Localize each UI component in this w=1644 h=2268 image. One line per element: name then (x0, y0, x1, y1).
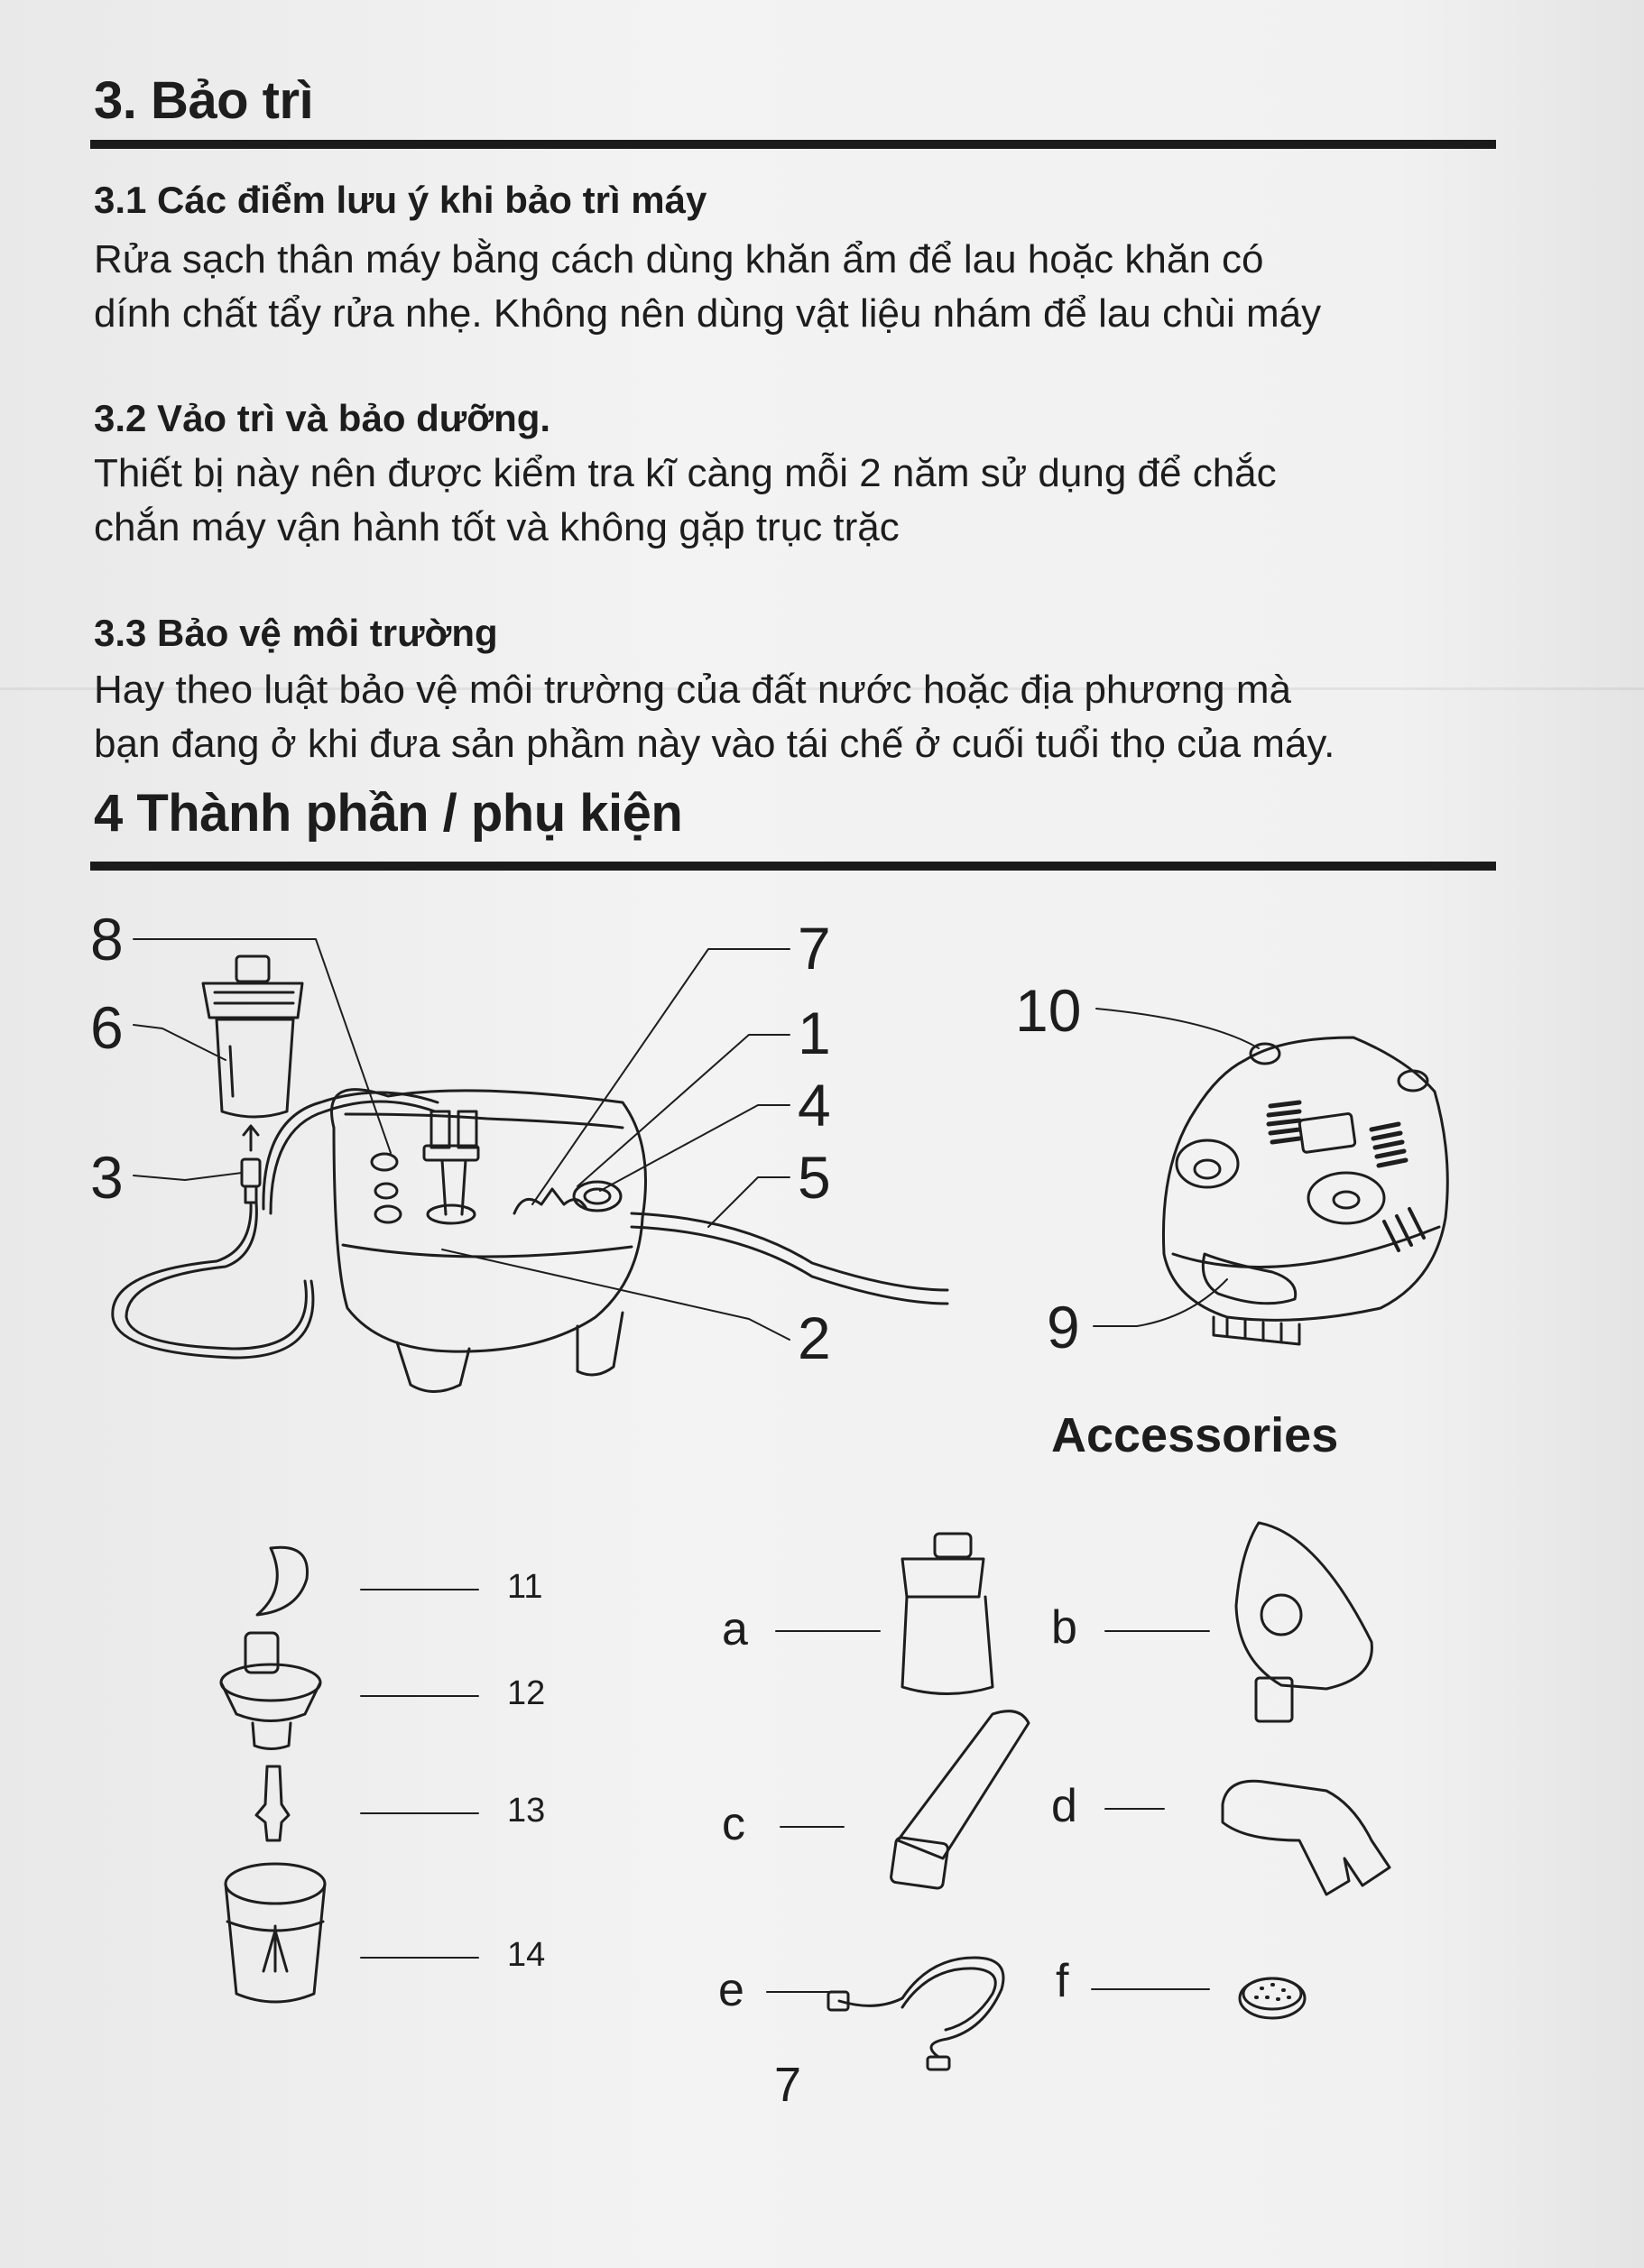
accessory-letter-f: f (1056, 1955, 1069, 2007)
subsection-3-1-title: 3.1 Các điểm lưu ý khi bảo trì máy (94, 179, 707, 221)
diagram-label-6: 6 (90, 994, 124, 1061)
accessory-letter-b: b (1051, 1601, 1077, 1654)
section-4-heading: 4 Thành phần / phụ kiện (94, 784, 683, 843)
diagram-label-10: 10 (1015, 977, 1082, 1044)
part-number-13: 13 (507, 1792, 546, 1830)
subsection-3-1-line-2: dính chất tẩy rửa nhẹ. Không nên dùng vật liệu nhám để lau chùi máy (94, 291, 1322, 336)
subsection-3-2-title: 3.2 Vảo trì và bảo dưỡng. (94, 397, 551, 439)
subsection-3-2-line-2: chắn máy vận hành tốt và không gặp trục trặc (94, 505, 900, 549)
diagram-label-2: 2 (798, 1305, 831, 1371)
subsection-3-3-line-2: bạn đang ở khi đưa sản phầm này vào tái chế ở cuối tuổi thọ của máy. (94, 722, 1335, 766)
diagram-label-1: 1 (798, 1000, 831, 1066)
subsection-3-3-line-1: Hay theo luật bảo vệ môi trường của đất nước hoặc địa phương mà (94, 668, 1291, 712)
diagram-label-7: 7 (798, 915, 831, 982)
diagram-label-8: 8 (90, 906, 124, 973)
accessory-letter-a: a (722, 1603, 748, 1655)
diagram-label-9: 9 (1047, 1294, 1080, 1360)
subsection-3-2-line-1: Thiết bị này nên được kiểm tra kĩ càng mỗi 2 năm sử dụng để chắc (94, 451, 1277, 495)
nebulizer-top-view-drawing (1094, 1009, 1447, 1344)
accessory-letter-d: d (1051, 1780, 1077, 1832)
part-number-12: 12 (507, 1674, 546, 1712)
part-number-14: 14 (507, 1936, 546, 1974)
subsection-3-3-title: 3.3 Bảo vệ môi trường (94, 612, 498, 654)
diagram-label-4: 4 (798, 1072, 831, 1139)
part-number-11: 11 (507, 1568, 543, 1606)
accessory-letter-e: e (718, 1964, 744, 2016)
accessory-letter-c: c (722, 1798, 745, 1850)
accessories-title: Accessories (1051, 1408, 1339, 1462)
subsection-3-1-line-1: Rửa sạch thân máy bằng cách dùng khăn ẩm để lau hoặc khăn có (94, 237, 1264, 281)
section-3-heading: 3. Bảo trì (94, 71, 314, 130)
diagram-label-3: 3 (90, 1144, 124, 1211)
diagram-label-5: 5 (798, 1144, 831, 1211)
page-number: 7 (774, 2058, 802, 2112)
spare-parts-drawing (221, 1547, 478, 2002)
accessories-drawing (767, 1523, 1390, 2070)
